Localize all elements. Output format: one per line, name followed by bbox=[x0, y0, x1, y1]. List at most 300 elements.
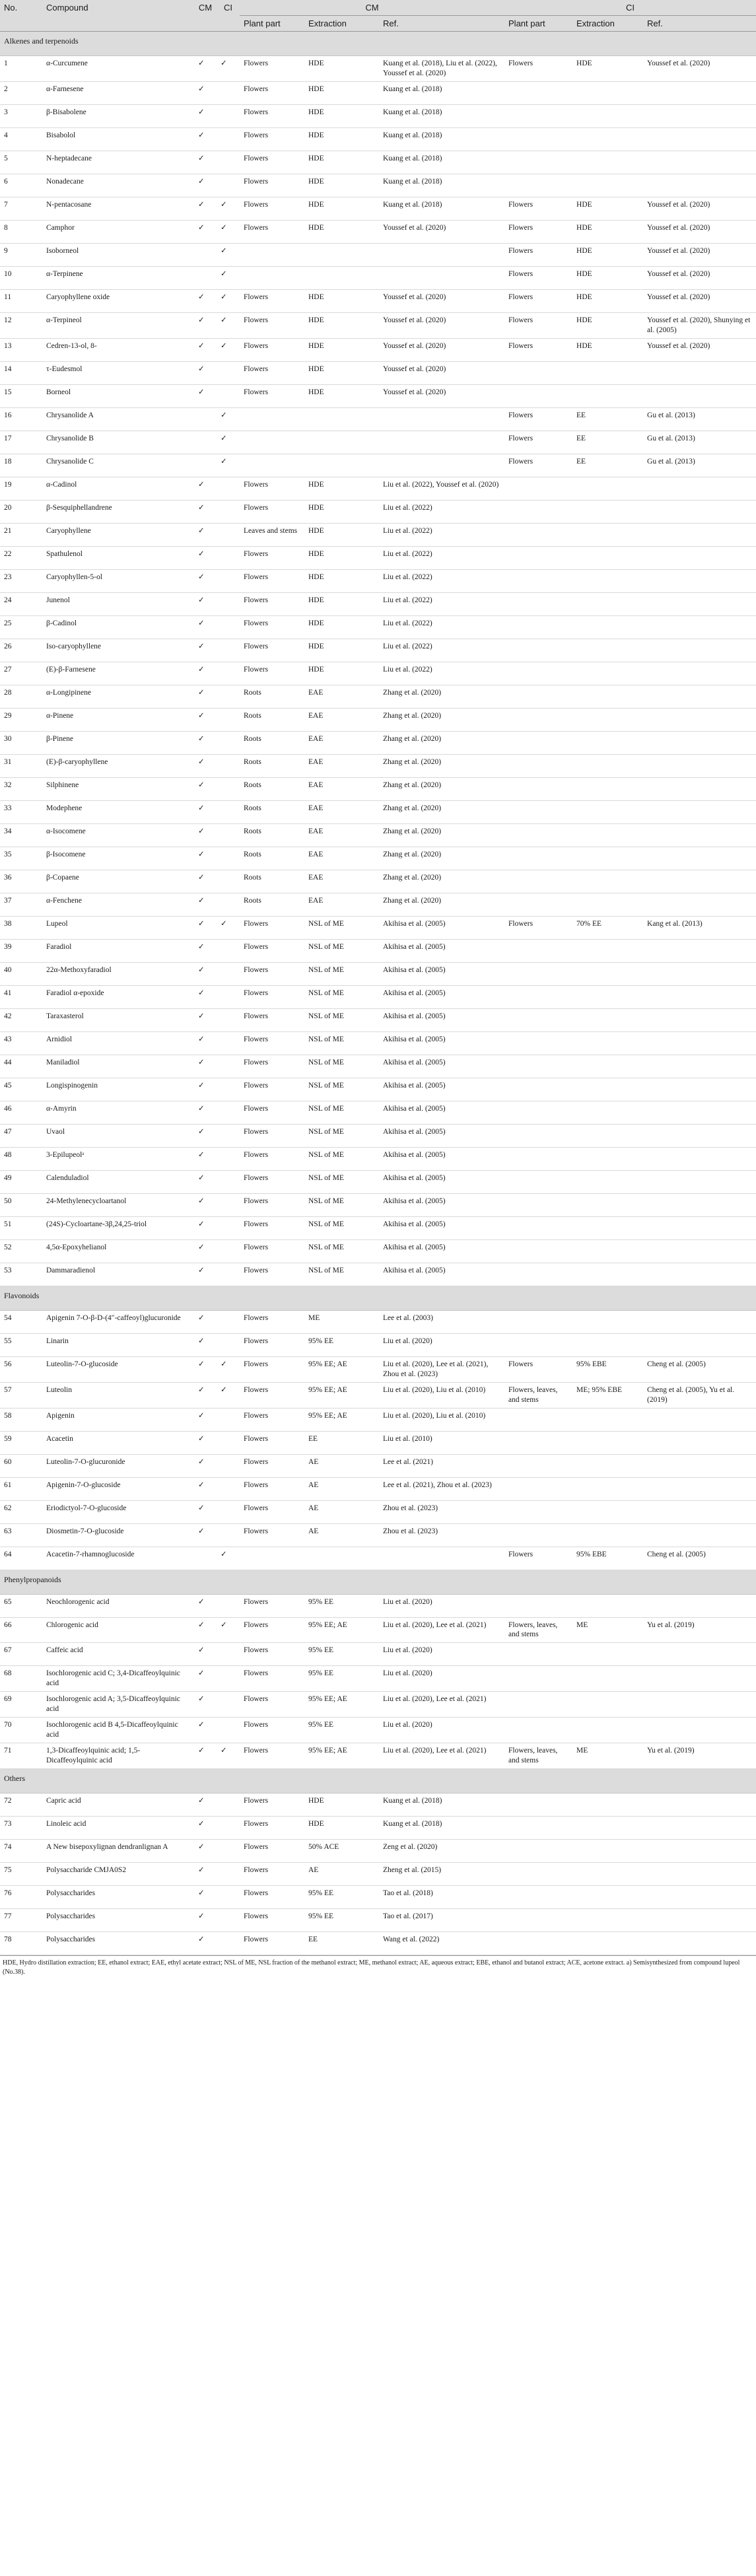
cell-no: 40 bbox=[0, 962, 42, 985]
cell-cm-extraction: 50% ACE bbox=[304, 1839, 379, 1862]
cell-ci-check: ✓ bbox=[217, 1617, 240, 1643]
cell-compound: β-Cadinol bbox=[42, 615, 194, 639]
cell-ci-extraction bbox=[572, 1310, 643, 1333]
cell-ci-check bbox=[217, 1932, 240, 1955]
cell-cm-check bbox=[194, 1547, 217, 1570]
cell-ci-plant-part bbox=[504, 685, 572, 708]
cell-compound: Taraxasterol bbox=[42, 1008, 194, 1031]
cell-no: 27 bbox=[0, 662, 42, 685]
table-row bbox=[0, 1170, 756, 1193]
cell-compound: Bisabolol bbox=[42, 127, 194, 151]
cell-cm-plant-part: Flowers bbox=[240, 1666, 304, 1692]
cell-ci-ref bbox=[643, 1310, 756, 1333]
cell-compound: Isochlorogenic acid B 4,5-Dicaffeoylquinic acid bbox=[42, 1718, 194, 1743]
cell-ci-plant-part bbox=[504, 1666, 572, 1692]
cell-ci-check bbox=[217, 500, 240, 523]
cell-ci-ref bbox=[643, 1216, 756, 1239]
cell-cm-extraction bbox=[304, 243, 379, 266]
cell-no: 10 bbox=[0, 266, 42, 289]
cell-ci-ref: Youssef et al. (2020), Shunying et al. (2005) bbox=[643, 312, 756, 338]
cell-ci-ref bbox=[643, 731, 756, 754]
cell-ci-extraction: HDE bbox=[572, 266, 643, 289]
cell-ci-ref bbox=[643, 546, 756, 569]
header-ci: CI bbox=[217, 0, 240, 32]
cell-ci-extraction bbox=[572, 81, 643, 104]
table-row bbox=[0, 477, 756, 500]
cell-ci-check bbox=[217, 847, 240, 870]
cell-cm-check: ✓ bbox=[194, 1454, 217, 1477]
cell-no: 43 bbox=[0, 1031, 42, 1055]
cell-ci-extraction bbox=[572, 1793, 643, 1816]
cell-cm-plant-part: Roots bbox=[240, 731, 304, 754]
cell-cm-ref bbox=[379, 1547, 504, 1570]
cell-cm-extraction: 95% EE bbox=[304, 1594, 379, 1617]
cell-cm-plant-part: Flowers bbox=[240, 81, 304, 104]
cell-cm-check: ✓ bbox=[194, 1743, 217, 1769]
cell-ci-plant-part bbox=[504, 104, 572, 127]
cell-ci-extraction bbox=[572, 1500, 643, 1523]
cell-cm-extraction: HDE bbox=[304, 546, 379, 569]
cell-ci-check bbox=[217, 823, 240, 847]
section-title: Phenylpropanoids bbox=[0, 1570, 756, 1594]
cell-ci-plant-part bbox=[504, 777, 572, 800]
cell-ci-plant-part bbox=[504, 1477, 572, 1500]
cell-cm-check: ✓ bbox=[194, 985, 217, 1008]
table-row bbox=[0, 56, 756, 82]
cell-cm-ref: Kuang et al. (2018) bbox=[379, 1816, 504, 1839]
cell-no: 12 bbox=[0, 312, 42, 338]
cell-ci-extraction bbox=[572, 985, 643, 1008]
cell-ci-extraction bbox=[572, 1193, 643, 1216]
cell-cm-plant-part: Flowers bbox=[240, 56, 304, 82]
header-ci-ref: Ref. bbox=[643, 16, 756, 32]
table-row bbox=[0, 1643, 756, 1666]
cell-cm-ref: Akihisa et al. (2005) bbox=[379, 1193, 504, 1216]
cell-ci-plant-part: Flowers bbox=[504, 266, 572, 289]
table-row bbox=[0, 893, 756, 916]
table-row bbox=[0, 1356, 756, 1382]
table-row bbox=[0, 939, 756, 962]
cell-ci-ref bbox=[643, 1078, 756, 1101]
cell-cm-check: ✓ bbox=[194, 1356, 217, 1382]
cell-ci-check: ✓ bbox=[217, 1547, 240, 1570]
cell-ci-ref bbox=[643, 1523, 756, 1547]
cell-cm-check: ✓ bbox=[194, 1431, 217, 1454]
cell-no: 49 bbox=[0, 1170, 42, 1193]
cell-cm-check: ✓ bbox=[194, 916, 217, 939]
cell-ci-plant-part: Flowers bbox=[504, 220, 572, 243]
cell-ci-extraction bbox=[572, 1263, 643, 1286]
cell-compound: Caffeic acid bbox=[42, 1643, 194, 1666]
cell-compound: Eriodictyol-7-O-glucoside bbox=[42, 1500, 194, 1523]
table-footnote: HDE, Hydro distillation extraction; EE, ethanol extract; EAE, ethyl acetate extract; NSL of ME, NSL fraction of the methanol extract; ME, methanol extract; AE, aqueous extract; EBE, ethanol and butanol extract; ACE, acetone extract. a) Semisynthesized from compound lupeol (No.38). bbox=[0, 1955, 756, 1980]
cell-compound: Linoleic acid bbox=[42, 1816, 194, 1839]
cell-cm-ref: Zheng et al. (2015) bbox=[379, 1862, 504, 1885]
cell-cm-plant-part: Flowers bbox=[240, 1617, 304, 1643]
cell-ci-plant-part bbox=[504, 127, 572, 151]
table-row bbox=[0, 569, 756, 592]
cell-cm-ref: Zhang et al. (2020) bbox=[379, 731, 504, 754]
table-row bbox=[0, 823, 756, 847]
cell-ci-extraction bbox=[572, 174, 643, 197]
cell-cm-check bbox=[194, 431, 217, 454]
cell-no: 11 bbox=[0, 289, 42, 312]
cell-no: 24 bbox=[0, 592, 42, 615]
cell-cm-plant-part: Roots bbox=[240, 823, 304, 847]
cell-cm-extraction: AE bbox=[304, 1454, 379, 1477]
cell-ci-check bbox=[217, 615, 240, 639]
cell-ci-plant-part bbox=[504, 1408, 572, 1431]
cell-cm-plant-part: Roots bbox=[240, 800, 304, 823]
cell-cm-plant-part: Flowers bbox=[240, 1078, 304, 1101]
cell-cm-check: ✓ bbox=[194, 1055, 217, 1078]
cell-cm-extraction: NSL of ME bbox=[304, 1101, 379, 1124]
cell-cm-ref: Kuang et al. (2018) bbox=[379, 151, 504, 174]
cell-cm-plant-part: Flowers bbox=[240, 592, 304, 615]
cell-ci-extraction: 70% EE bbox=[572, 916, 643, 939]
cell-ci-extraction bbox=[572, 1839, 643, 1862]
cell-ci-check bbox=[217, 1124, 240, 1147]
cell-no: 71 bbox=[0, 1743, 42, 1769]
cell-ci-ref bbox=[643, 81, 756, 104]
cell-cm-extraction: AE bbox=[304, 1862, 379, 1885]
cell-cm-plant-part: Flowers bbox=[240, 916, 304, 939]
cell-cm-check: ✓ bbox=[194, 1193, 217, 1216]
cell-ci-ref bbox=[643, 1477, 756, 1500]
cell-cm-ref: Akihisa et al. (2005) bbox=[379, 1078, 504, 1101]
cell-no: 18 bbox=[0, 454, 42, 477]
cell-ci-check bbox=[217, 1263, 240, 1286]
cell-compound: Diosmetin-7-O-glucoside bbox=[42, 1523, 194, 1547]
cell-cm-plant-part: Flowers bbox=[240, 1431, 304, 1454]
cell-cm-check: ✓ bbox=[194, 1333, 217, 1356]
cell-no: 74 bbox=[0, 1839, 42, 1862]
cell-cm-check: ✓ bbox=[194, 338, 217, 361]
cell-compound: Apigenin-7-O-glucoside bbox=[42, 1477, 194, 1500]
cell-cm-check: ✓ bbox=[194, 1170, 217, 1193]
table-row bbox=[0, 151, 756, 174]
cell-cm-ref: Zhang et al. (2020) bbox=[379, 777, 504, 800]
table-row bbox=[0, 592, 756, 615]
cell-cm-ref: Liu et al. (2022) bbox=[379, 546, 504, 569]
cell-no: 44 bbox=[0, 1055, 42, 1078]
cell-cm-check: ✓ bbox=[194, 1839, 217, 1862]
table-row bbox=[0, 1594, 756, 1617]
table-row bbox=[0, 1666, 756, 1692]
table-row bbox=[0, 1408, 756, 1431]
cell-ci-ref bbox=[643, 1193, 756, 1216]
cell-cm-plant-part: Flowers bbox=[240, 1793, 304, 1816]
cell-cm-extraction: 95% EE; AE bbox=[304, 1356, 379, 1382]
table-row bbox=[0, 220, 756, 243]
cell-ci-check bbox=[217, 1454, 240, 1477]
cell-ci-ref bbox=[643, 1692, 756, 1718]
cell-ci-check bbox=[217, 1839, 240, 1862]
cell-cm-plant-part: Roots bbox=[240, 754, 304, 777]
table-row bbox=[0, 1839, 756, 1862]
cell-ci-check: ✓ bbox=[217, 407, 240, 431]
cell-cm-extraction: NSL of ME bbox=[304, 962, 379, 985]
table-row bbox=[0, 1908, 756, 1932]
cell-cm-plant-part: Flowers bbox=[240, 1839, 304, 1862]
cell-cm-ref: Kuang et al. (2018) bbox=[379, 104, 504, 127]
cell-cm-plant-part: Roots bbox=[240, 685, 304, 708]
cell-cm-plant-part: Flowers bbox=[240, 1454, 304, 1477]
cell-cm-extraction: NSL of ME bbox=[304, 1193, 379, 1216]
cell-cm-plant-part: Flowers bbox=[240, 197, 304, 220]
cell-ci-extraction bbox=[572, 127, 643, 151]
cell-cm-plant-part: Flowers bbox=[240, 1594, 304, 1617]
cell-cm-check: ✓ bbox=[194, 312, 217, 338]
cell-cm-ref: Lee et al. (2021) bbox=[379, 1454, 504, 1477]
cell-ci-check: ✓ bbox=[217, 454, 240, 477]
cell-ci-ref bbox=[643, 962, 756, 985]
cell-ci-ref bbox=[643, 847, 756, 870]
cell-ci-check bbox=[217, 1643, 240, 1666]
cell-cm-ref: Kuang et al. (2018) bbox=[379, 81, 504, 104]
table-row bbox=[0, 800, 756, 823]
cell-no: 31 bbox=[0, 754, 42, 777]
cell-ci-plant-part bbox=[504, 1101, 572, 1124]
cell-ci-plant-part bbox=[504, 569, 572, 592]
cell-cm-plant-part: Flowers bbox=[240, 1718, 304, 1743]
cell-ci-plant-part bbox=[504, 662, 572, 685]
cell-ci-check: ✓ bbox=[217, 220, 240, 243]
table-row bbox=[0, 1743, 756, 1769]
cell-no: 39 bbox=[0, 939, 42, 962]
table-row bbox=[0, 1124, 756, 1147]
cell-cm-plant-part: Flowers bbox=[240, 1816, 304, 1839]
cell-ci-plant-part bbox=[504, 1333, 572, 1356]
cell-cm-check bbox=[194, 407, 217, 431]
cell-cm-check: ✓ bbox=[194, 1932, 217, 1955]
cell-cm-plant-part: Flowers bbox=[240, 1643, 304, 1666]
cell-ci-ref bbox=[643, 893, 756, 916]
cell-no: 65 bbox=[0, 1594, 42, 1617]
cell-ci-plant-part: Flowers bbox=[504, 289, 572, 312]
cell-ci-ref bbox=[643, 1170, 756, 1193]
cell-ci-plant-part bbox=[504, 592, 572, 615]
section-title: Flavonoids bbox=[0, 1286, 756, 1310]
cell-ci-check bbox=[217, 1718, 240, 1743]
cell-cm-extraction: EAE bbox=[304, 777, 379, 800]
cell-no: 26 bbox=[0, 639, 42, 662]
cell-ci-ref: Youssef et al. (2020) bbox=[643, 56, 756, 82]
cell-cm-extraction: HDE bbox=[304, 592, 379, 615]
table-row bbox=[0, 847, 756, 870]
cell-cm-extraction: HDE bbox=[304, 639, 379, 662]
cell-ci-extraction bbox=[572, 1078, 643, 1101]
cell-cm-ref: Akihisa et al. (2005) bbox=[379, 1147, 504, 1170]
cell-compound: α-Cadinol bbox=[42, 477, 194, 500]
cell-no: 17 bbox=[0, 431, 42, 454]
cell-ci-ref bbox=[643, 1263, 756, 1286]
cell-cm-check: ✓ bbox=[194, 1816, 217, 1839]
section-title: Others bbox=[0, 1768, 756, 1793]
cell-compound: Polysaccharides bbox=[42, 1908, 194, 1932]
header-cm-plant-part: Plant part bbox=[240, 16, 304, 32]
cell-cm-ref: Zhang et al. (2020) bbox=[379, 823, 504, 847]
cell-ci-plant-part bbox=[504, 893, 572, 916]
cell-cm-check: ✓ bbox=[194, 1310, 217, 1333]
cell-cm-extraction: NSL of ME bbox=[304, 939, 379, 962]
cell-cm-extraction: AE bbox=[304, 1500, 379, 1523]
cell-compound: Luteolin-7-O-glucoside bbox=[42, 1356, 194, 1382]
cell-ci-plant-part bbox=[504, 384, 572, 407]
cell-cm-extraction: EAE bbox=[304, 847, 379, 870]
cell-ci-plant-part: Flowers bbox=[504, 916, 572, 939]
cell-ci-ref bbox=[643, 1643, 756, 1666]
cell-compound: Arnidiol bbox=[42, 1031, 194, 1055]
cell-ci-check: ✓ bbox=[217, 243, 240, 266]
cell-compound: Maniladiol bbox=[42, 1055, 194, 1078]
cell-ci-ref: Youssef et al. (2020) bbox=[643, 338, 756, 361]
cell-compound: Camphor bbox=[42, 220, 194, 243]
cell-cm-ref: Youssef et al. (2020) bbox=[379, 338, 504, 361]
cell-cm-extraction: EE bbox=[304, 1932, 379, 1955]
cell-cm-extraction bbox=[304, 266, 379, 289]
table-row bbox=[0, 662, 756, 685]
cell-compound: Spathulenol bbox=[42, 546, 194, 569]
cell-cm-ref: Liu et al. (2020), Liu et al. (2010) bbox=[379, 1408, 504, 1431]
cell-ci-check: ✓ bbox=[217, 916, 240, 939]
header-cm: CM bbox=[194, 0, 217, 32]
header-ci-extraction: Extraction bbox=[572, 16, 643, 32]
cell-ci-extraction bbox=[572, 477, 643, 500]
cell-cm-plant-part: Flowers bbox=[240, 569, 304, 592]
cell-cm-plant-part bbox=[240, 431, 304, 454]
cell-ci-extraction: HDE bbox=[572, 220, 643, 243]
cell-cm-check: ✓ bbox=[194, 1008, 217, 1031]
cell-ci-check bbox=[217, 754, 240, 777]
cell-cm-ref: Akihisa et al. (2005) bbox=[379, 1263, 504, 1286]
cell-cm-plant-part: Flowers bbox=[240, 1477, 304, 1500]
cell-cm-extraction: EE bbox=[304, 1431, 379, 1454]
cell-ci-plant-part bbox=[504, 823, 572, 847]
cell-cm-plant-part: Leaves and stems bbox=[240, 523, 304, 546]
cell-cm-ref: Zhang et al. (2020) bbox=[379, 800, 504, 823]
cell-ci-extraction bbox=[572, 1055, 643, 1078]
cell-no: 53 bbox=[0, 1263, 42, 1286]
cell-ci-ref: Kang et al. (2013) bbox=[643, 916, 756, 939]
cell-cm-check: ✓ bbox=[194, 777, 217, 800]
cell-ci-plant-part bbox=[504, 477, 572, 500]
cell-ci-check bbox=[217, 81, 240, 104]
cell-cm-plant-part: Flowers bbox=[240, 1263, 304, 1286]
cell-cm-plant-part: Flowers bbox=[240, 1055, 304, 1078]
table-row bbox=[0, 384, 756, 407]
cell-compound: 4,5α-Epoxyhelianol bbox=[42, 1239, 194, 1263]
cell-ci-ref bbox=[643, 777, 756, 800]
header-cm-ref: Ref. bbox=[379, 16, 504, 32]
cell-ci-ref bbox=[643, 685, 756, 708]
cell-ci-extraction: HDE bbox=[572, 338, 643, 361]
cell-ci-plant-part bbox=[504, 174, 572, 197]
cell-cm-check: ✓ bbox=[194, 151, 217, 174]
cell-cm-check: ✓ bbox=[194, 174, 217, 197]
cell-ci-plant-part bbox=[504, 1055, 572, 1078]
cell-ci-extraction bbox=[572, 708, 643, 731]
cell-ci-plant-part: Flowers bbox=[504, 312, 572, 338]
cell-compound: Acacetin-7-rhamnoglucoside bbox=[42, 1547, 194, 1570]
table-row bbox=[0, 407, 756, 431]
cell-cm-plant-part: Flowers bbox=[240, 1862, 304, 1885]
cell-no: 32 bbox=[0, 777, 42, 800]
cell-no: 23 bbox=[0, 569, 42, 592]
cell-compound: Caryophyllen-5-ol bbox=[42, 569, 194, 592]
cell-ci-plant-part bbox=[504, 1124, 572, 1147]
table-row bbox=[0, 523, 756, 546]
cell-ci-plant-part bbox=[504, 939, 572, 962]
cell-cm-extraction: EAE bbox=[304, 823, 379, 847]
cell-cm-check: ✓ bbox=[194, 1031, 217, 1055]
cell-cm-extraction: HDE bbox=[304, 662, 379, 685]
cell-cm-plant-part: Flowers bbox=[240, 939, 304, 962]
table-row bbox=[0, 916, 756, 939]
table-row bbox=[0, 500, 756, 523]
table-header bbox=[0, 0, 756, 32]
cell-ci-check bbox=[217, 1008, 240, 1031]
cell-compound: 1,3-Dicaffeoylquinic acid; 1,5-Dicaffeoylquinic acid bbox=[42, 1743, 194, 1769]
cell-compound: Polysaccharides bbox=[42, 1932, 194, 1955]
cell-ci-ref bbox=[643, 1055, 756, 1078]
cell-cm-check: ✓ bbox=[194, 1239, 217, 1263]
cell-ci-check bbox=[217, 1078, 240, 1101]
cell-ci-ref bbox=[643, 1666, 756, 1692]
cell-cm-extraction: NSL of ME bbox=[304, 916, 379, 939]
cell-ci-plant-part: Flowers bbox=[504, 56, 572, 82]
cell-cm-plant-part: Flowers bbox=[240, 289, 304, 312]
cell-ci-check bbox=[217, 1862, 240, 1885]
cell-ci-extraction: ME; 95% EBE bbox=[572, 1382, 643, 1408]
cell-cm-extraction: HDE bbox=[304, 289, 379, 312]
cell-compound: Chrysanolide C bbox=[42, 454, 194, 477]
cell-no: 3 bbox=[0, 104, 42, 127]
cell-cm-ref bbox=[379, 266, 504, 289]
cell-ci-ref bbox=[643, 800, 756, 823]
cell-cm-check: ✓ bbox=[194, 1643, 217, 1666]
cell-ci-extraction bbox=[572, 569, 643, 592]
cell-ci-extraction bbox=[572, 1643, 643, 1666]
table-row bbox=[0, 1454, 756, 1477]
cell-ci-extraction bbox=[572, 615, 643, 639]
cell-compound: Acacetin bbox=[42, 1431, 194, 1454]
cell-ci-extraction: HDE bbox=[572, 312, 643, 338]
table-row bbox=[0, 685, 756, 708]
cell-compound: Chrysanolide A bbox=[42, 407, 194, 431]
cell-ci-extraction bbox=[572, 546, 643, 569]
cell-compound: 24-Methylenecycloartanol bbox=[42, 1193, 194, 1216]
cell-no: 8 bbox=[0, 220, 42, 243]
cell-compound: Longispinogenin bbox=[42, 1078, 194, 1101]
cell-compound: Modephene bbox=[42, 800, 194, 823]
cell-cm-ref: Zhou et al. (2023) bbox=[379, 1523, 504, 1547]
table-row bbox=[0, 1263, 756, 1286]
cell-cm-plant-part: Flowers bbox=[240, 127, 304, 151]
cell-cm-extraction: EAE bbox=[304, 708, 379, 731]
cell-cm-ref bbox=[379, 431, 504, 454]
cell-no: 20 bbox=[0, 500, 42, 523]
cell-cm-plant-part: Flowers bbox=[240, 174, 304, 197]
cell-ci-extraction bbox=[572, 1239, 643, 1263]
section-row bbox=[0, 32, 756, 56]
cell-ci-ref bbox=[643, 569, 756, 592]
cell-cm-extraction: NSL of ME bbox=[304, 1055, 379, 1078]
cell-ci-check bbox=[217, 639, 240, 662]
table-row bbox=[0, 1431, 756, 1454]
cell-ci-extraction bbox=[572, 500, 643, 523]
cell-cm-plant-part: Flowers bbox=[240, 500, 304, 523]
